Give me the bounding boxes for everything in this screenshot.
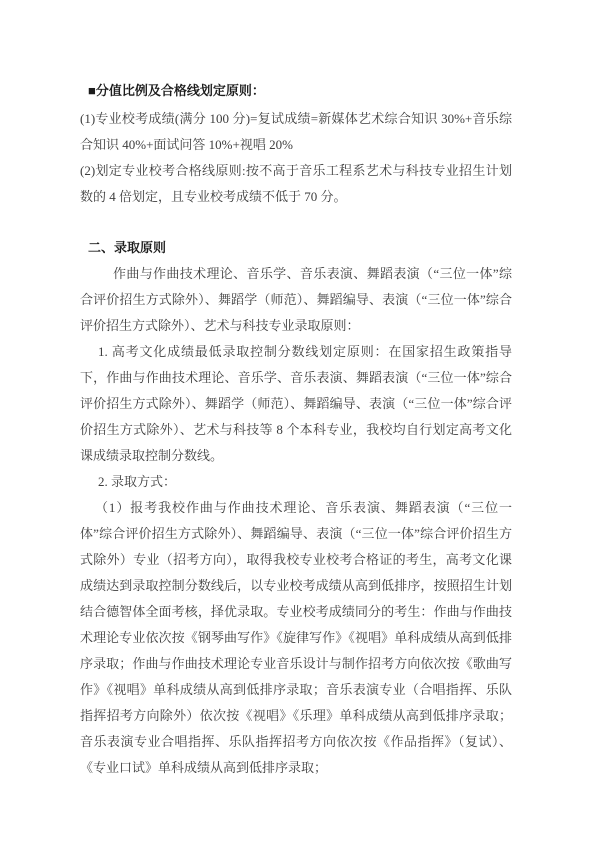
admission-principles-heading: 二、录取原则 xyxy=(88,240,167,255)
score-rule-2: (2)划定专业校考合格线原则:按不高于音乐工程系艺术与科技专业招生计划数的 4 倍划定，且专业校考成绩不低于 70 分。 xyxy=(80,163,512,204)
admission-item-2-heading-paragraph: 2. 录取方式： xyxy=(98,474,177,489)
score-ratio-heading: ■分值比例及合格线划定原则： xyxy=(88,83,265,98)
admission-item-2-1-paragraph: （1）报考我校作曲与作曲技术理论、音乐表演、舞蹈表演（“三位一体”综合评价招生方式除外）、舞蹈编导、表演（“三位一体”综合评价招生方式除外）专业（招考方向），取得我校专业校考合格证的考生，高考文化课成绩达到录取控制分数线后，以专业校考成绩从高到低排序，按照招生计划结合德智体全面考核，择优录取。专业校考成绩同分的考生：作曲与作曲技术理论专业依次按《钢琴曲写作》《旋律写作》《视唱》单科成绩从高到低排序录取；作曲与作曲技术理论专业音乐设计与制作招考方向依次按《歌曲写作》《视唱》单科成绩从高到低排序录取；音乐表演专业（合唱指挥、乐队指挥招考方向除外）依次按《视唱》《乐理》单科成绩从高到低排序录取；音乐表演专业合唱指挥、乐队指挥招考方向依次按《作品指挥》（复试）、《专业口试》单科成绩从高到低排序录取； xyxy=(80,500,512,775)
score-rule-1: (1)专业校考成绩(满分 100 分)=复试成绩=新媒体艺术综合知识 30%+音乐综合知识 40%+面试问答 10%+视唱 20% xyxy=(80,111,512,152)
admission-intro-paragraph: 作曲与作曲技术理论、音乐学、音乐表演、舞蹈表演（“三位一体”综合评价招生方式除外）、舞蹈学（师范）、舞蹈编导、表演（“三位一体”综合评价招生方式除外）、艺术与科技专业录取原则： xyxy=(80,266,512,333)
admission-item-1-paragraph: 1. 高考文化成绩最低录取控制分数线划定原则：在国家招生政策指导下，作曲与作曲技术理论、音乐学、音乐表演、舞蹈表演（“三位一体”综合评价招生方式除外）、舞蹈学（师范）、舞蹈编导、表演（“三位一体”综合评价招生方式除外）、艺术与科技等 8 个本科专业，我校均自行划定高考文化课成绩录取控制分数线。 xyxy=(80,344,512,463)
